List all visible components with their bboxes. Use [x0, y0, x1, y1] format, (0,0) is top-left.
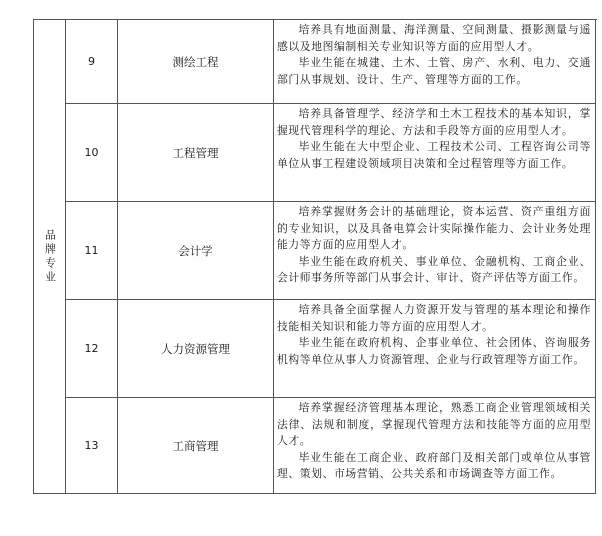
- major-description: [274, 20, 596, 103]
- table-row: [66, 20, 596, 104]
- row-number: 11: [66, 202, 118, 299]
- major-name: 工商管理: [118, 398, 274, 493]
- major-name: 会计学: [118, 202, 274, 299]
- table-row: [66, 300, 596, 398]
- career-prospect: 毕业生能在政府机构、企事业单位、社会团体、咨询服务机构等单位从事人力资源管理、企业与行政管理等方面工作。: [277, 336, 591, 366]
- career-prospect: 毕业生能在大中型企业、工程技术公司、工程咨询公司等单位从事工程建设领域项目决策和全过程管理等方面工作。: [277, 140, 591, 170]
- row-number: 13: [66, 398, 118, 493]
- major-name: 人力资源管理: [118, 300, 274, 397]
- training-goal: 培养具有地面测量、海洋测量、空间测量、摄影测量与遥感以及地图编制相关专业知识等方面的应用型人才。: [277, 23, 591, 53]
- training-goal: 培养具备管理学、经济学和土木工程技术的基本知识，掌握现代管理科学的理论、方法和手段等方面的应用型人才。: [277, 107, 591, 137]
- training-goal: 培养掌握财务会计的基础理论，资本运营、资产重组方面的专业知识，以及具备电算会计实际操作能力、会计业务处理能力等方面的应用型人才。: [277, 205, 591, 252]
- training-goal: 培养掌握经济管理基本理论，熟悉工商企业管理领域相关法律、法规和制度，掌握现代管理方法和技能等方面的应用型人才。: [277, 401, 591, 448]
- major-name: 测绘工程: [118, 20, 274, 103]
- training-goal: 培养具备全面掌握人力资源开发与管理的基本理论和操作技能相关知识和能力等方面的应用型人才。: [277, 303, 591, 333]
- table-row: [66, 202, 596, 300]
- major-description: [274, 202, 596, 299]
- row-number: 12: [66, 300, 118, 397]
- table-row: [66, 104, 596, 202]
- major-description: [274, 398, 596, 493]
- row-number: 9: [66, 20, 118, 103]
- category-label: 品牌专业: [43, 228, 57, 285]
- major-name: 工程管理: [118, 104, 274, 201]
- career-prospect: 毕业生能在政府机关、事业单位、金融机构、工商企业、会计师事务所等部门从事会计、审计、资产评估等方面工作。: [277, 254, 591, 285]
- table-row: [66, 398, 596, 494]
- major-description: [274, 300, 596, 397]
- majors-table: [33, 19, 597, 494]
- career-prospect: 毕业生能在工商企业、政府部门及相关部门或单位从事管理、策划、市场营销、公共关系和市场调查等方面工作。: [277, 450, 591, 481]
- row-number: 10: [66, 104, 118, 201]
- category-cell: [34, 20, 66, 494]
- career-prospect: 毕业生能在城建、土木、土管、房产、水利、电力、交通部门从事规划、设计、生产、管理等方面的工作。: [277, 56, 591, 86]
- major-description: [274, 104, 596, 201]
